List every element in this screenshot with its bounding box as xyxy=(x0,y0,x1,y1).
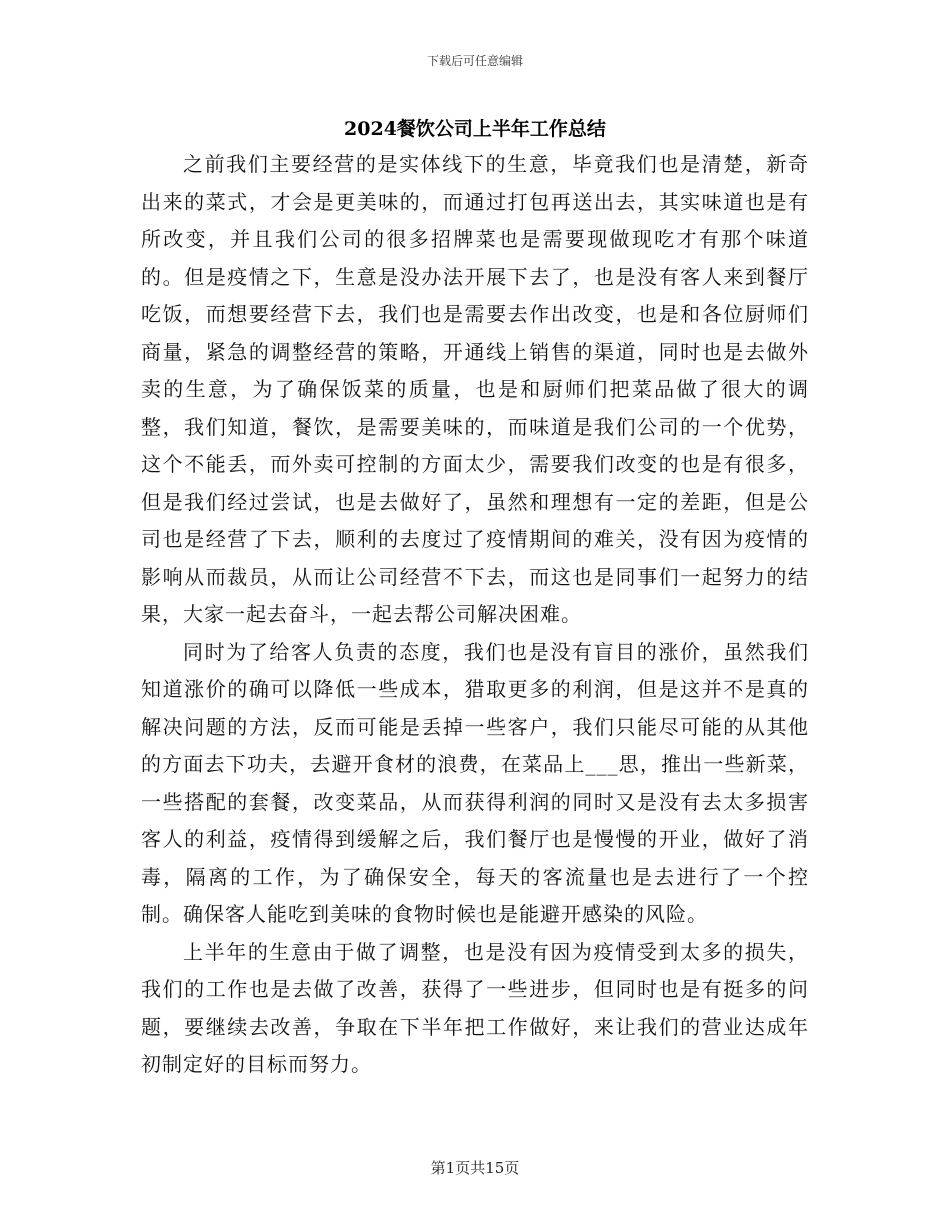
document-body xyxy=(141,146,809,1084)
paragraph-1: 之前我们主要经营的是实体线下的生意，毕竟我们也是清楚，新奇出来的菜式，才会是更美味的，而通过打包再送出去，其实味道也是有所改变，并且我们公司的很多招牌菜也是需要现做现吃才有那个味道的。但是疫情之下，生意是没办法开展下去了，也是没有客人来到餐厅吃饭，而想要经营下去，我们也是需要去作出改变，也是和各位厨师们商量，紧急的调整经营的策略，开通线上销售的渠道，同时也是去做外卖的生意，为了确保饭菜的质量，也是和厨师们把菜品做了很大的调整，我们知道，餐饮，是需要美味的，而味道是我们公司的一个优势，这个不能丢，而外卖可控制的方面太少，需要我们改变的也是有很多，但是我们经过尝试，也是去做好了，虽然和理想有一定的差距，但是公司也是经营了下去，顺利的去度过了疫情期间的难关，没有因为疫情的影响从而裁员，从而让公司经营不下去，而这也是同事们一起努力的结果，大家一起去奋斗，一起去帮公司解决困难。 xyxy=(141,152,809,626)
document-title: 2024餐饮公司上半年工作总结 xyxy=(344,118,606,140)
header-note: 下载后可任意编辑 xyxy=(426,54,523,68)
page-footer: 第1页共15页 xyxy=(430,1159,520,1177)
paragraph-2: 同时为了给客人负责的态度，我们也是没有盲目的涨价，虽然我们知道涨价的确可以降低一些成本，猎取更多的利润，但是这并不是真的解决问题的方法，反而可能是丢掉一些客户，我们只能尽可能的从其他的方面去下功夫，去避开食材的浪费，在菜品上___思，推出一些新菜，一些搭配的套餐，改变菜品，从而获得利润的同时又是没有去太多损害客人的利益，疫情得到缓解之后，我们餐厅也是慢慢的开业，做好了消毒，隔离的工作，为了确保安全，每天的客流量也是去进行了一个控制。确保客人能吃到美味的食物时候也是能避开感染的风险。 xyxy=(141,639,809,926)
paragraph-3: 上半年的生意由于做了调整，也是没有因为疫情受到太多的损失，我们的工作也是去做了改善，获得了一些进步，但同时也是有挺多的问题，要继续去改善，争取在下半年把工作做好，来让我们的营业达成年初制定好的目标而努力。 xyxy=(141,939,809,1076)
